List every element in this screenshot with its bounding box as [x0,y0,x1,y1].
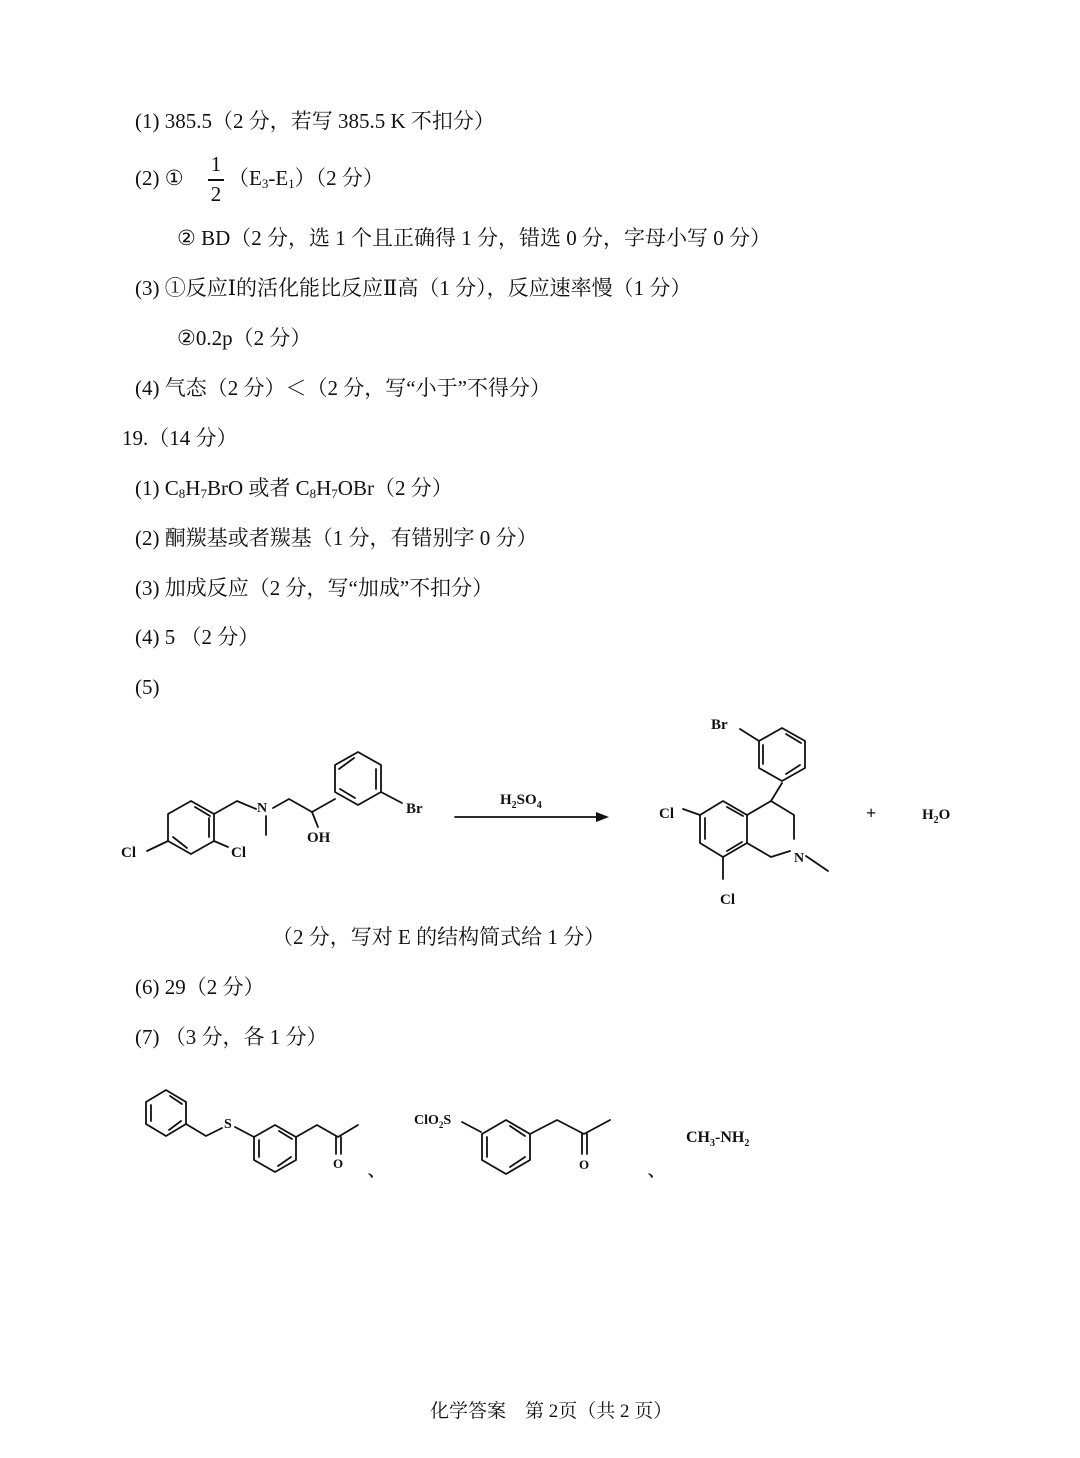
n-label-reactant: N [257,801,268,816]
reagent-label: $H_2SO_4$ [500,792,542,811]
q18-part2-num: (2) [135,166,160,190]
q18-part2b: ② BD（2 分，选 1 个且正确得 1 分，错选 0 分，字母小写 0 分） [177,226,771,250]
reaction-scheme [0,705,1080,915]
q18-part4-num: (4) [135,376,160,400]
arrow-head [596,812,609,822]
q18-part3 [135,274,691,302]
fraction-denominator: 2 [210,182,222,206]
q19-part6 [135,973,265,1001]
separator-2: 、 [648,1163,665,1180]
q19-part6-text: 29（2 分） [164,975,265,999]
fraction-bar [208,179,224,181]
q18-part3b: ②0.2p（2 分） [177,326,312,350]
water-label: $H_2O$ [922,807,951,826]
cl-label-ortho: Cl [231,845,246,861]
dichlorophenyl-ring [168,801,214,854]
q19-part3-num: (3) [135,576,160,600]
product-bromophenyl-ring [759,728,805,781]
page-footer: 化学答案 第 2页（共 2 页） [430,1401,673,1422]
methylamine-label: $CH_3-NH_2$ [686,1129,750,1149]
q19-part7-text: （3 分，各 1 分） [164,1025,328,1049]
formula2-sub7: 7 [331,486,338,501]
q19-part4-text: 5 （2 分） [164,625,260,649]
oh-label: OH [307,830,331,846]
br-label-product: Br [711,717,728,733]
q19-header: 19.（14 分） [122,426,238,450]
q19-part5-num: (5) [135,675,160,699]
q19-part3-text: 加成反应（2 分，写“加成”不扣分） [164,576,494,600]
q18-part3-text: ①反应Ⅰ的活化能比反应Ⅱ高（1 分），反应速率慢（1 分） [164,276,692,300]
energy-sub1: 1 [288,176,295,191]
q19-part4 [135,623,259,651]
q19-part1-num: (1) [135,476,160,500]
plus-sign: + [866,803,877,823]
cl-label-left: Cl [121,845,136,861]
q19-part7 [135,1023,328,1051]
q18-part2-energy [228,164,384,192]
formula-end: OBr（2 分） [337,476,453,500]
benzyl-ring [146,1090,186,1136]
q18-part1 [135,107,495,135]
q19-part4-num: (4) [135,625,160,649]
formula-c: C [164,476,179,500]
q18-part2-circle1: ① [164,166,184,190]
q19-part2 [135,524,538,552]
cl-label-product-6: Cl [659,806,674,822]
thioether-phenyl-ring [254,1125,296,1172]
energy-sub3: 3 [261,176,269,191]
part7-structures [0,1080,1080,1190]
product-aromatic-ring [700,801,747,857]
q18-part2 [135,164,184,192]
n-label-product: N [794,851,805,866]
br-label-reactant: Br [406,801,423,817]
s-label: S [224,1117,232,1132]
product-saturated-ring [747,801,794,839]
q19-part5-note: （2 分，写对 E 的结构简式给 1 分） [272,925,606,949]
fraction-numerator: 1 [210,152,222,176]
formula-sub7: 7 [200,486,207,501]
bromophenyl-ring [335,752,381,805]
q18-part4 [135,374,551,402]
separator-1: 、 [368,1163,385,1180]
clo2s-label: ClO$_2$S [414,1113,452,1130]
formula-sub8: 8 [178,486,186,501]
q19-part7-num: (7) [135,1025,160,1049]
q18-part1-num: (1) [135,109,160,133]
q18-part4-text: 气态（2 分）＜（2 分，写“小于”不得分） [164,376,551,400]
formula-h: H [185,476,201,500]
formula2-h: H [316,476,332,500]
energy-dash: -E [268,166,289,190]
sulfonyl-phenyl-ring [482,1120,530,1174]
o-label-1: O [333,1156,344,1171]
o-label-2: O [579,1157,590,1172]
energy-open: （E [228,166,262,190]
q19-part6-num: (6) [135,975,160,999]
q19-part2-num: (2) [135,526,160,550]
formula-mid: BrO 或者 C [206,476,310,500]
q19-part1 [135,474,453,502]
energy-rest: ）（2 分） [294,166,384,190]
formula2-sub8: 8 [309,486,317,501]
q19-part3 [135,574,493,602]
q18-part1-text: 385.5（2 分，若写 385.5 K 不扣分） [164,109,495,133]
q18-part3-num: (3) [135,276,160,300]
q19-part2-text: 酮羰基或者羰基（1 分，有错别字 0 分） [164,526,538,550]
cl-label-product-8: Cl [720,892,735,908]
